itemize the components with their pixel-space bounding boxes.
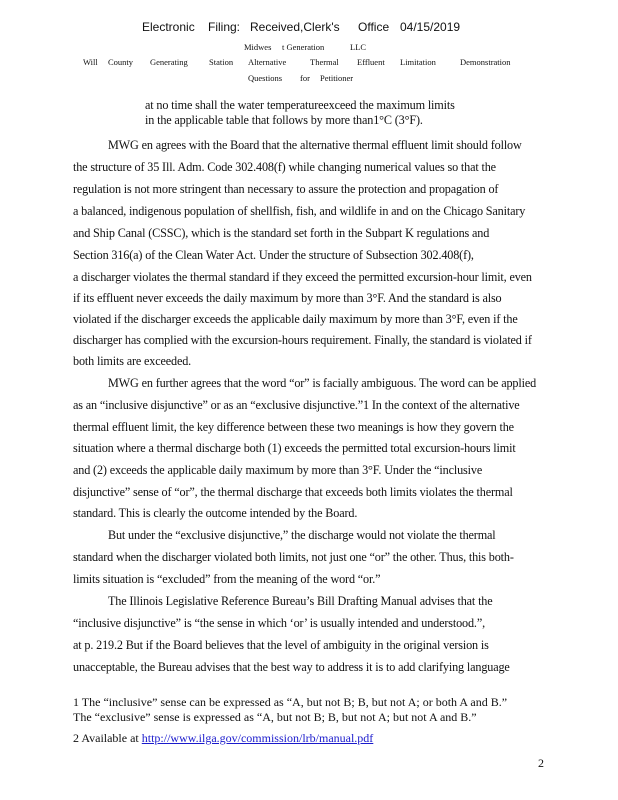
quote-line: in the applicable table that follows by more than1°C (3°F).	[145, 113, 423, 127]
p1-line: MWG en agrees with the Board that the alternative thermal effluent limit should follow	[108, 138, 522, 152]
p1-line: if its effluent never exceeds the daily maximum by more than 3°F. And the standard is also	[73, 291, 502, 305]
p2-line: and (2) exceeds the applicable daily maximum by more than 3°F. Under the “inclusive	[73, 463, 483, 477]
p2-line: disjunctive” sense of “or”, the thermal discharge that exceeds both limits violates the thermal	[73, 485, 513, 499]
p1-line: violated if the discharger exceeds the applicable daily maximum by more than 3°F, even if the	[73, 312, 518, 326]
p2-line: MWG en further agrees that the word “or” is facially ambiguous. The word can be applied	[108, 376, 537, 390]
quote-line: at no time shall the water temperatureexceed the maximum limits	[145, 98, 455, 112]
p4-line: at p. 219.2 But if the Board believes that the level of ambiguity in the original version is	[73, 638, 489, 652]
footnote-2-prefix: 2 Available at	[73, 731, 139, 745]
running-title-word: Questions	[248, 73, 282, 83]
p3-line: standard when the discharger violated both limits, not just one “or” the other. Thus, this both-	[73, 550, 514, 564]
running-title-word: Effluent	[357, 57, 385, 67]
p2-line: thermal effluent limit, the key difference between these two meanings is how they govern the	[73, 420, 514, 434]
running-title-word: County	[108, 57, 134, 67]
manual-link[interactable]: http://www.ilga.gov/commission/lrb/manual.pdf	[141, 731, 374, 745]
p3-line: But under the “exclusive disjunctive,” the discharge would not violate the thermal	[108, 528, 496, 542]
filing-stamp-received: Received,Clerk's	[250, 20, 340, 34]
p1-line: both limits are exceeded.	[73, 354, 192, 368]
p4-line: unacceptable, the Bureau advises that the best way to address it is to add clarifying language	[73, 660, 510, 674]
running-title-word: Petitioner	[320, 73, 354, 83]
running-title-word: Thermal	[310, 57, 339, 67]
p4-line: The Illinois Legislative Reference Bureau’s Bill Drafting Manual advises that the	[108, 594, 493, 608]
p4-line: “inclusive disjunctive” is “the sense in which ‘or’ is usually intended and understood.”,	[73, 616, 485, 630]
running-title-word: Demonstration	[460, 57, 511, 67]
running-title-word: t Generation	[282, 42, 325, 52]
p1-line: the structure of 35 Ill. Adm. Code 302.408(f) while changing numerical values so that the	[73, 160, 496, 174]
p1-line: Section 316(a) of the Clean Water Act. Under the structure of Subsection 302.408(f),	[73, 248, 474, 262]
p1-line: and Ship Canal (CSSC), which is the standard set forth in the Subpart K regulations and	[73, 226, 490, 240]
p1-line: a discharger violates the thermal standard if they exceed the permitted excursion-hour limit, even	[73, 270, 532, 284]
filing-stamp-electronic: Electronic	[142, 20, 195, 34]
footnote-2	[73, 731, 373, 746]
p2-line: standard. This is clearly the outcome intended by the Board.	[73, 506, 358, 520]
running-title-word: Will	[83, 57, 98, 67]
p1-line: discharger has complied with the excursion-hours requirement. Finally, the standard is violated if	[73, 333, 532, 347]
running-title-word: Alternative	[248, 57, 287, 67]
footnote-1: 1 The “inclusive” sense can be expressed as “A, but not B; B, but not A; or both A and B.”	[73, 695, 508, 709]
running-title-word: LLC	[350, 42, 367, 52]
p3-line: limits situation is “excluded” from the meaning of the word “or.”	[73, 572, 381, 586]
p1-line: regulation is not more stringent than necessary to assure the protection and propagation of	[73, 182, 499, 196]
running-title-word: Limitation	[400, 57, 436, 67]
running-title-word: Station	[209, 57, 234, 67]
running-title-word: Midwes	[244, 42, 272, 52]
footnote-1-cont: The “exclusive” sense is expressed as “A, but not B; B, but not A; but not A and B.”	[73, 710, 477, 724]
running-title-word: for	[300, 73, 310, 83]
page-number: 2	[538, 756, 544, 770]
p1-line: a balanced, indigenous population of shellfish, fish, and wildlife in and on the Chicago Sanitary	[73, 204, 526, 218]
p2-line: as an “inclusive disjunctive” or as an “exclusive disjunctive.”1 In the context of the alternative	[73, 398, 520, 412]
filing-stamp-filing: Filing:	[208, 20, 241, 34]
running-title-word: Generating	[150, 57, 188, 67]
p2-line: situation where a thermal discharge both (1) exceeds the permitted total excursion-hours limit	[73, 441, 516, 455]
filing-stamp-date: 04/15/2019	[400, 20, 461, 34]
filing-stamp-office: Office	[358, 20, 390, 34]
